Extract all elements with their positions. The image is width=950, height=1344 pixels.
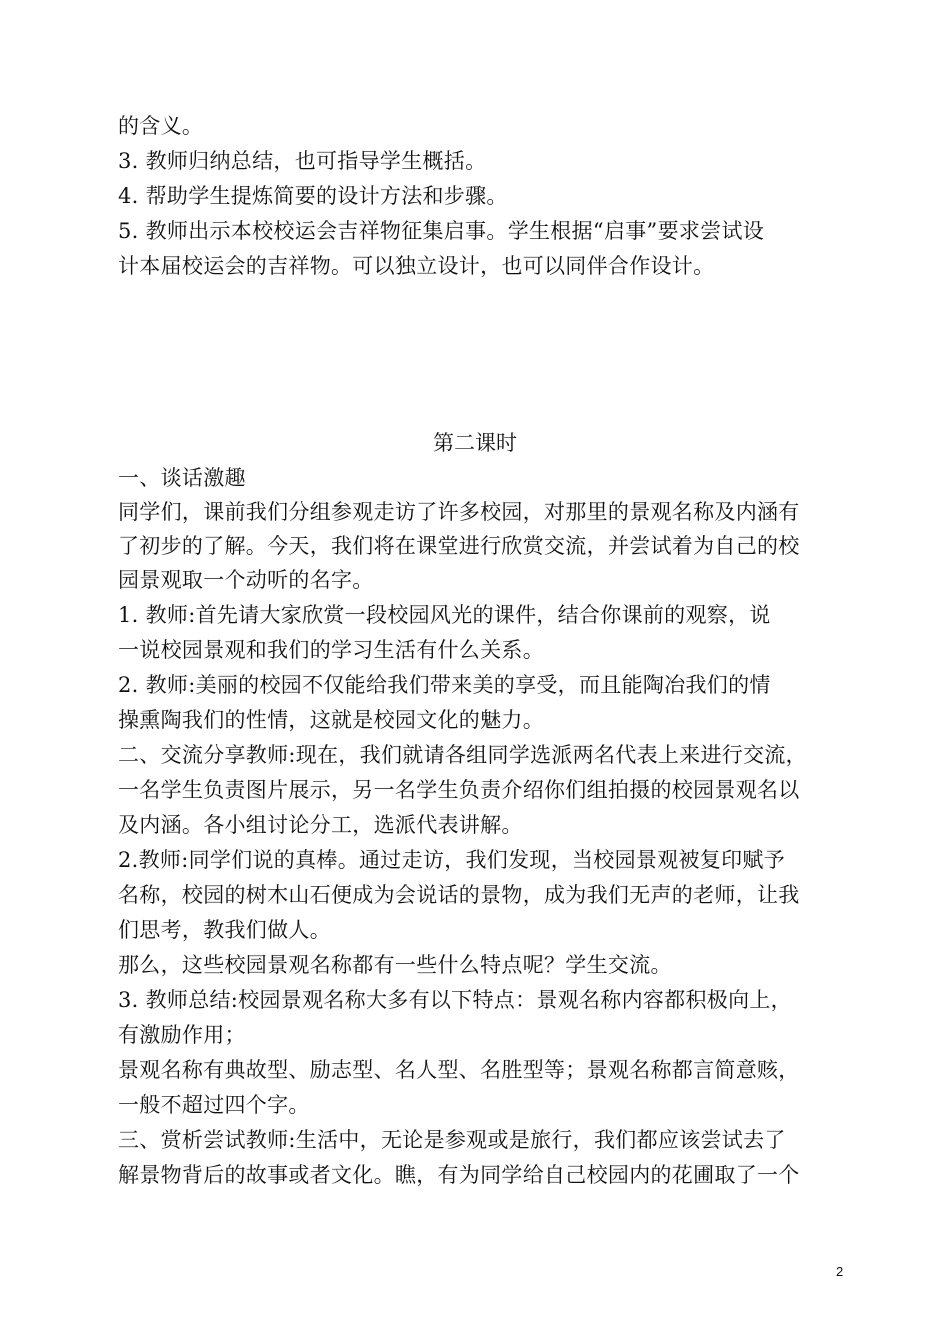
text-line: 2.教师:同学们说的真棒。通过走访，我们发现，当校园景观被复印赋予 bbox=[118, 848, 786, 872]
text-line: 了初步的了解。今天，我们将在课堂进行欣赏交流，并尝试着为自己的校 bbox=[118, 534, 800, 558]
text-line: 有激励作用； bbox=[118, 1023, 246, 1047]
text-line: 们思考，教我们做人。 bbox=[118, 918, 331, 942]
text-line: 一、谈话激趣 bbox=[118, 466, 246, 490]
text-line: 2. 教师:美丽的校园不仅能给我们带来美的享受，而且能陶冶我们的情 bbox=[118, 673, 771, 697]
text-line: 一般不超过四个字。 bbox=[118, 1093, 310, 1117]
text-line: 名称，校园的树木山石便成为会说话的景物，成为我们无声的老师，让我 bbox=[118, 883, 800, 907]
text-line: 3. 教师归纳总结，也可指导学生概括。 bbox=[118, 149, 487, 173]
text-line: 园景观取一个动听的名字。 bbox=[118, 568, 374, 592]
text-line: 1. 教师:首先请大家欣赏一段校园风光的课件，结合你课前的观察，说 bbox=[118, 603, 771, 627]
text-line: 那么，这些校园景观名称都有一些什么特点呢？学生交流。 bbox=[118, 953, 672, 977]
text-line: 一说校园景观和我们的学习生活有什么关系。 bbox=[118, 638, 544, 662]
text-line: 4. 帮助学生提炼简要的设计方法和步骤。 bbox=[118, 184, 508, 208]
text-line: 3. 教师总结:校园景观名称大多有以下特点：景观名称内容都积极向上， bbox=[118, 988, 792, 1012]
text-line: 二、交流分享教师:现在，我们就请各组同学选派两名代表上来进行交流， bbox=[118, 743, 807, 767]
text-line: 计本届校运会的吉祥物。可以独立设计，也可以同伴合作设计。 bbox=[118, 254, 715, 278]
text-line: 景观名称有典故型、励志型、名人型、名胜型等；景观名称都言简意赅， bbox=[118, 1058, 800, 1082]
text-line: 同学们，课前我们分组参观走访了许多校园，对那里的景观名称及内涵有 bbox=[118, 500, 800, 524]
page-number: 2 bbox=[836, 1264, 844, 1279]
text-line: 解景物背后的故事或者文化。瞧，有为同学给自己校园内的花圃取了一个 bbox=[118, 1163, 800, 1187]
text-line: 三、赏析尝试教师:生活中，无论是参观或是旅行，我们都应该尝试去了 bbox=[118, 1128, 786, 1152]
text-line: 5. 教师出示本校校运会吉祥物征集启事。学生根据“启事”要求尝试设 bbox=[118, 219, 765, 243]
text-line: 一名学生负责图片展示，另一名学生负责介绍你们组拍摄的校园景观名以 bbox=[118, 778, 800, 802]
text-line: 操熏陶我们的性情，这就是校园文化的魅力。 bbox=[118, 708, 544, 732]
text-line: 及内涵。各小组讨论分工，选派代表讲解。 bbox=[118, 813, 523, 837]
text-line: 的含义。 bbox=[118, 114, 204, 138]
section-title: 第二课时 bbox=[433, 431, 517, 455]
